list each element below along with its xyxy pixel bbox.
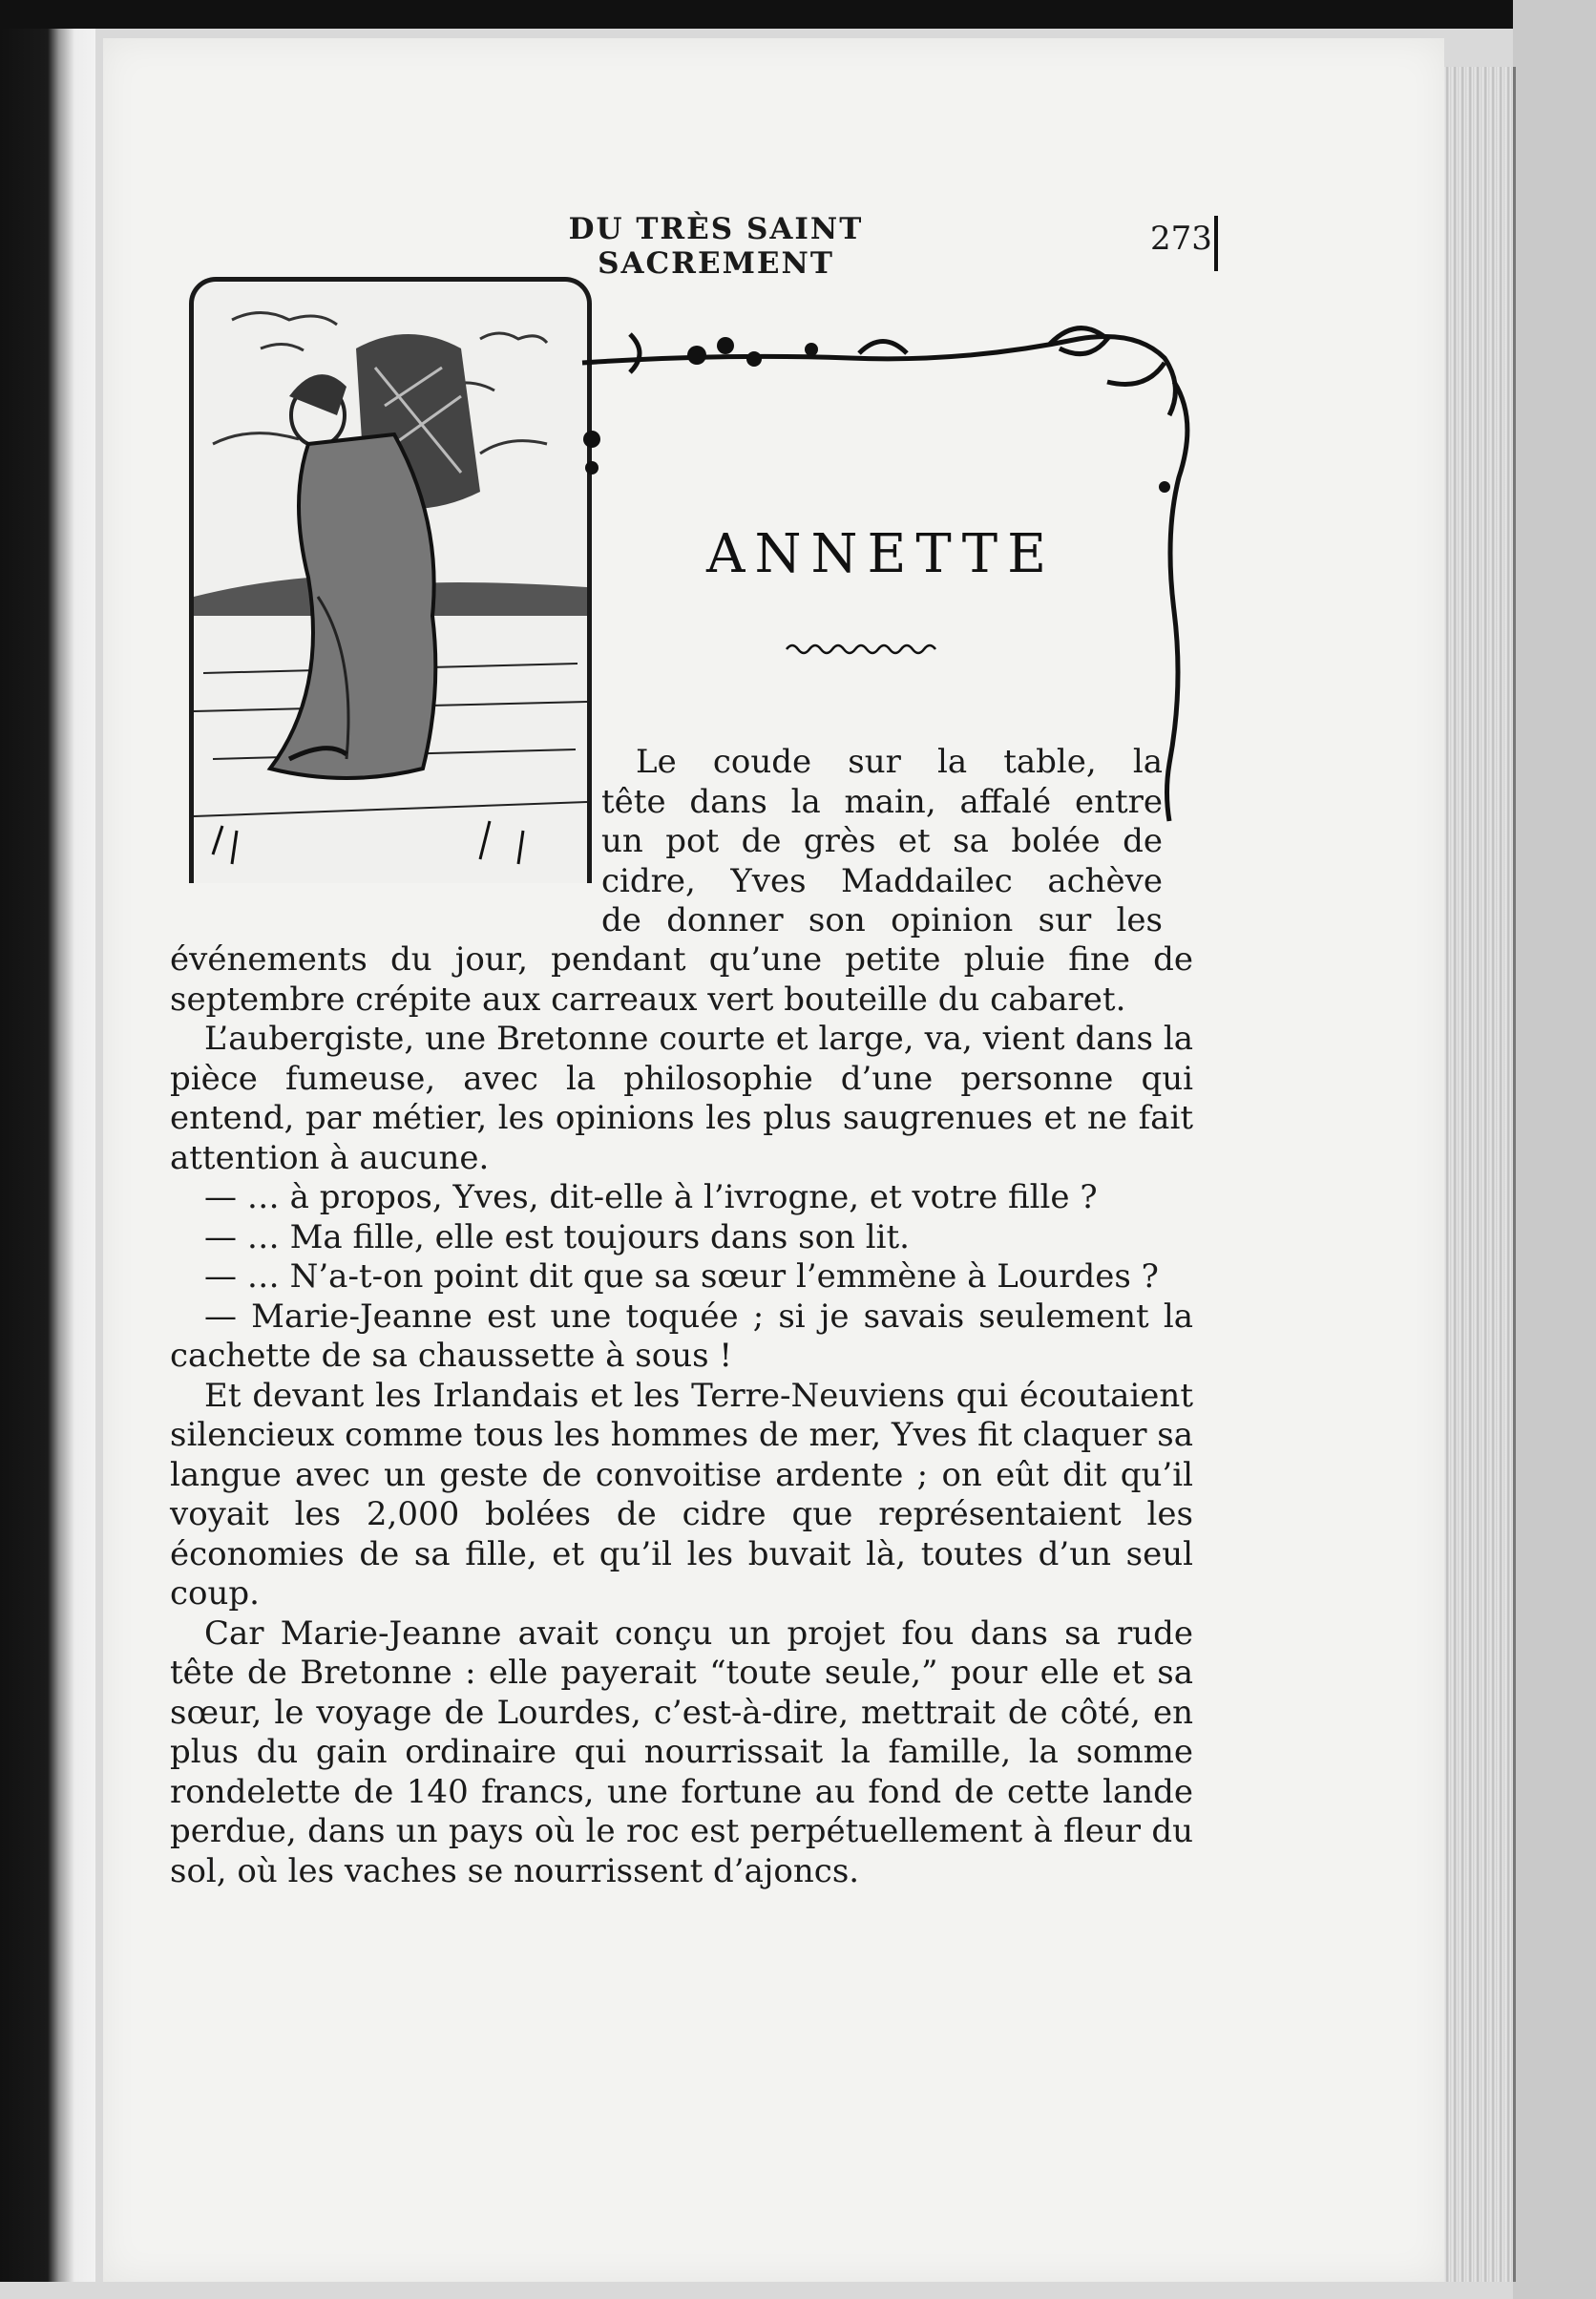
opening-paragraph-start bbox=[601, 743, 1163, 941]
text-line: un pot de grès et sa bolée de bbox=[601, 822, 1163, 860]
running-head: DU TRÈS SAINT SACREMENT bbox=[568, 212, 864, 281]
paragraph: événements du jour, pendant qu’une petite pluie fine de septembre crépite aux carreaux vert bouteille du cabaret. bbox=[170, 940, 1193, 1019]
paragraph: — Marie-Jeanne est une toquée ; si je savais seulement la cachette de sa chaussette à sous ! bbox=[170, 1297, 1193, 1375]
page-number-rule bbox=[1214, 216, 1218, 271]
woman-with-basket-illustration bbox=[189, 277, 592, 883]
text-line: cidre, Yves Maddailec achève bbox=[601, 861, 1163, 900]
scan-right-border bbox=[1513, 0, 1596, 2299]
paragraph: L’aubergiste, une Bretonne courte et large, va, vient dans la pièce fumeuse, avec la philosophie d’une personne qui entend, par métier, les opinions les plus saugrenues et ne fait attention à aucune. bbox=[170, 1020, 1193, 1177]
scan-top-border bbox=[0, 0, 1596, 29]
paragraph: Car Marie-Jeanne avait conçu un projet fou dans sa rude tête de Bretonne : elle payerait “toute seule,” pour elle et sa sœur, le voyage de Lourdes, c’est-à-dire, mettrait de côté, en plus du gain ordinaire qui nourrissait la famille, la somme rondelette de 140 francs, une fortune au fond de cette lande perdue, dans un pays où le roc est perpétuellement à fleur du sol, où les vaches se nourrissent d’ajoncs. bbox=[170, 1614, 1193, 1890]
title-flourish bbox=[785, 638, 937, 661]
text-line: Le coude sur la table, la bbox=[636, 743, 1163, 781]
chapter-title: ANNETTE bbox=[706, 523, 1056, 585]
body-text bbox=[170, 940, 1193, 1891]
paragraph: — … Ma fille, elle est toujours dans son lit. bbox=[204, 1217, 910, 1256]
page-number: 273 bbox=[1150, 220, 1212, 258]
text-line: tête dans la main, affalé entre bbox=[601, 782, 1163, 821]
paragraph: Et devant les Irlandais et les Terre-Neuviens qui écoutaient silencieux comme tous les hommes de mer, Yves fit claquer sa langue avec un geste de convoitise ardente ; on eût dit qu’il voyait les 2,000 bolées de cidre que représentaient les économies de sa fille, et qu’il les buvait là, toutes d’un seul coup. bbox=[170, 1376, 1193, 1613]
paragraph: — … N’a-t-on point dit que sa sœur l’emmène à Lourdes ? bbox=[204, 1257, 1159, 1296]
paragraph: — … à propos, Yves, dit-elle à l’ivrogne, et votre fille ? bbox=[204, 1178, 1098, 1216]
text-line: de donner son opinion sur les bbox=[601, 901, 1163, 939]
left-page-gutter bbox=[0, 29, 95, 2282]
